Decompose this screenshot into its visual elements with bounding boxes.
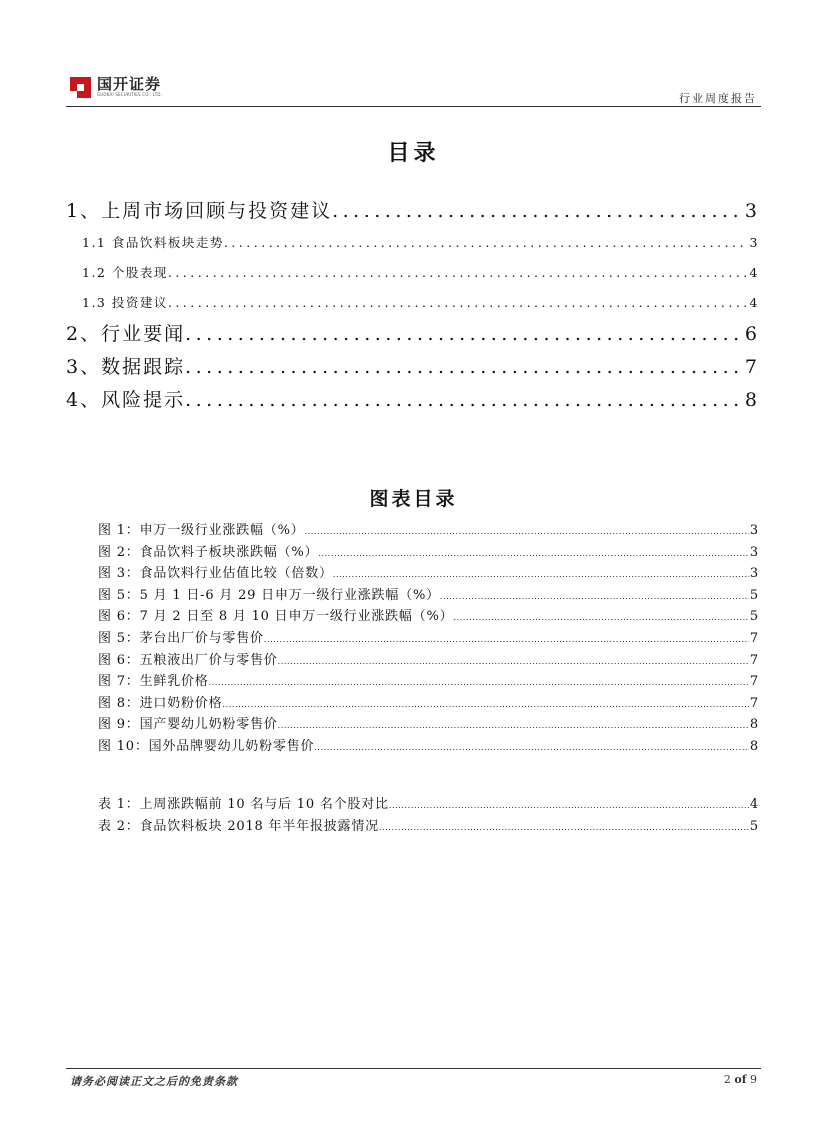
figure-entry[interactable]: 图 10：国外品牌婴幼儿奶粉零售价 ..... 8 bbox=[98, 736, 759, 758]
toc-title: 目录 bbox=[387, 140, 440, 166]
page-of: of bbox=[734, 1073, 747, 1086]
toc-list bbox=[66, 195, 759, 417]
figure-entry[interactable]: 图 2：食品饮料子板块涨跌幅（%） ..... 3 bbox=[98, 542, 759, 564]
figure-list bbox=[98, 520, 759, 758]
footer-divider bbox=[66, 1068, 761, 1069]
page-number bbox=[724, 1073, 757, 1086]
figure-list-title: 图表目录 bbox=[369, 488, 458, 510]
table-list bbox=[98, 794, 759, 837]
logo-subtitle: GUOKAI SECURITIES CO., LTD. bbox=[97, 92, 163, 97]
logo-name: 国开证券 bbox=[97, 75, 162, 93]
toc-subentry[interactable]: 1.1 食品饮料板块走势 ..... 3 bbox=[66, 228, 759, 258]
disclaimer-note: 请务必阅读正文之后的免责条款 bbox=[70, 1075, 238, 1088]
report-type: 行业周度报告 bbox=[679, 92, 757, 105]
table-entry[interactable]: 表 1：上周涨跌幅前 10 名与后 10 名个股对比 ..... 4 bbox=[98, 794, 759, 816]
figure-entry[interactable]: 图 6：7 月 2 日至 8 月 10 日申万一级行业涨跌幅（%） ..... 5 bbox=[98, 606, 759, 628]
figure-entry[interactable]: 图 3：食品饮料行业估值比较（倍数） ..... 3 bbox=[98, 563, 759, 585]
toc-entry[interactable]: 3、数据跟踪 ..... 7 bbox=[66, 351, 759, 384]
figure-entry[interactable]: 图 6：五粮液出厂价与零售价 ..... 7 bbox=[98, 650, 759, 672]
toc-entry[interactable]: 2、行业要闻 ..... 6 bbox=[66, 318, 759, 351]
logo-mark-icon bbox=[70, 77, 91, 98]
page-current: 2 bbox=[723, 1073, 731, 1086]
figure-entry[interactable]: 图 1：申万一级行业涨跌幅（%） ..... 3 bbox=[98, 520, 759, 542]
figure-entry[interactable]: 图 5：5 月 1 日-6 月 29 日申万一级行业涨跌幅（%） ..... 5 bbox=[98, 585, 759, 607]
toc-subentry[interactable]: 1.3 投资建议 ..... 4 bbox=[66, 288, 759, 318]
toc-subentry[interactable]: 1.2 个股表现 ..... 4 bbox=[66, 258, 759, 288]
page-total: 9 bbox=[750, 1073, 757, 1086]
figure-entry[interactable]: 图 7：生鲜乳价格 ..... 7 bbox=[98, 671, 759, 693]
table-entry[interactable]: 表 2：食品饮料板块 2018 年半年报披露情况 ..... 5 bbox=[98, 816, 759, 838]
figure-entry[interactable]: 图 9：国产婴幼儿奶粉零售价 ..... 8 bbox=[98, 714, 759, 736]
toc-entry[interactable]: 1、上周市场回顾与投资建议 ..... 3 bbox=[66, 195, 759, 228]
figure-entry[interactable]: 图 5：茅台出厂价与零售价 ..... 7 bbox=[98, 628, 759, 650]
figure-entry[interactable]: 图 8：进口奶粉价格 ..... 7 bbox=[98, 693, 759, 715]
company-logo bbox=[70, 76, 162, 98]
toc-entry[interactable]: 4、风险提示 ..... 8 bbox=[66, 384, 759, 417]
header-divider bbox=[66, 106, 761, 107]
